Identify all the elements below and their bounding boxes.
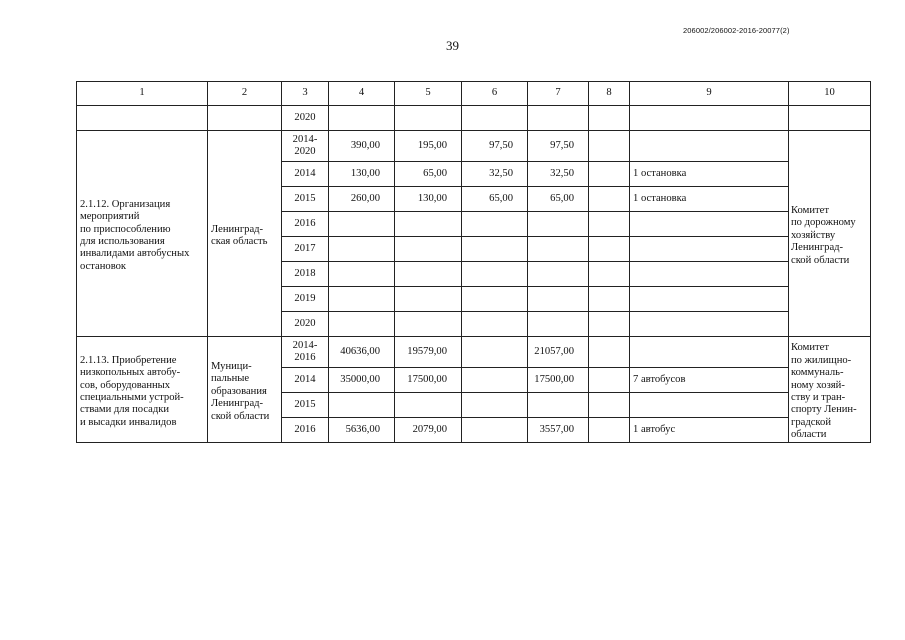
value-cell bbox=[528, 287, 589, 312]
year-cell: 2016 bbox=[282, 418, 329, 443]
table-row bbox=[77, 106, 871, 131]
indicator-cell bbox=[630, 393, 789, 418]
responsible-line: ному хозяй- bbox=[791, 379, 845, 391]
value-cell: 130,00 bbox=[395, 187, 462, 212]
year-part: 2020 bbox=[294, 146, 316, 157]
measure-name-line: 2.1.12. Организация bbox=[80, 198, 171, 210]
value-cell bbox=[329, 237, 395, 262]
value-cell bbox=[462, 106, 528, 131]
responsible bbox=[789, 131, 871, 337]
region-line: Ленинград- bbox=[211, 398, 264, 410]
responsible-line: по жилищно- bbox=[791, 354, 852, 366]
value-cell bbox=[462, 287, 528, 312]
value-cell bbox=[589, 418, 630, 443]
measure-name-line: остановок bbox=[80, 260, 127, 272]
region-line: образования bbox=[211, 385, 267, 397]
measure-name-line: мероприятий bbox=[80, 211, 140, 223]
responsible-line: по дорожному bbox=[791, 217, 856, 229]
measure-name-line: специальными устрой- bbox=[80, 392, 184, 403]
value-cell: 65,00 bbox=[528, 187, 589, 212]
indicator-cell bbox=[630, 262, 789, 287]
value-cell: 195,00 bbox=[395, 131, 462, 162]
value-cell bbox=[329, 262, 395, 287]
measure-name-line: ствами для посадки bbox=[80, 404, 170, 416]
value-cell bbox=[589, 337, 630, 368]
year-cell: 2015 bbox=[282, 187, 329, 212]
measure-name-cell bbox=[77, 106, 208, 131]
value-cell bbox=[589, 237, 630, 262]
value-cell bbox=[395, 393, 462, 418]
value-cell: 5636,00 bbox=[329, 418, 395, 443]
column-number: 9 bbox=[630, 82, 789, 106]
value-cell bbox=[462, 237, 528, 262]
value-cell bbox=[589, 393, 630, 418]
value-cell bbox=[589, 368, 630, 393]
value-cell: 390,00 bbox=[329, 131, 395, 162]
year-cell: 2020 bbox=[282, 312, 329, 337]
responsible-line: ской области bbox=[791, 254, 850, 266]
region-cell bbox=[208, 106, 282, 131]
year-cell: 2018 bbox=[282, 262, 329, 287]
value-cell: 17500,00 bbox=[528, 368, 589, 393]
value-cell bbox=[395, 287, 462, 312]
year-cell bbox=[282, 131, 329, 162]
value-cell: 32,50 bbox=[462, 162, 528, 187]
value-cell: 17500,00 bbox=[395, 368, 462, 393]
value-cell bbox=[589, 287, 630, 312]
value-cell bbox=[395, 212, 462, 237]
indicator-cell bbox=[630, 237, 789, 262]
responsible-line: Комитет bbox=[791, 342, 829, 354]
program-table bbox=[76, 81, 871, 443]
year-cell: 2014 bbox=[282, 162, 329, 187]
value-cell bbox=[589, 212, 630, 237]
year-cell: 2017 bbox=[282, 237, 329, 262]
responsible-line: Ленинград- bbox=[791, 242, 844, 254]
responsible-line: коммуналь- bbox=[791, 367, 844, 379]
column-number: 5 bbox=[395, 82, 462, 106]
responsible-line: хозяйству bbox=[791, 229, 836, 241]
measure-name-line: для использования bbox=[80, 236, 165, 247]
year-cell: 2020 bbox=[282, 106, 329, 131]
value-cell bbox=[462, 212, 528, 237]
value-cell bbox=[528, 262, 589, 287]
value-cell: 65,00 bbox=[395, 162, 462, 187]
indicator-cell bbox=[630, 312, 789, 337]
value-cell bbox=[329, 106, 395, 131]
value-cell bbox=[589, 131, 630, 162]
year-cell: 2016 bbox=[282, 212, 329, 237]
value-cell bbox=[395, 312, 462, 337]
value-cell: 130,00 bbox=[329, 162, 395, 187]
value-cell bbox=[528, 106, 589, 131]
measure-name-line: низкопольных автобу- bbox=[80, 367, 181, 379]
value-cell bbox=[630, 106, 789, 131]
value-cell bbox=[395, 262, 462, 287]
year-part: 2016 bbox=[294, 352, 316, 363]
responsible-line: градской bbox=[791, 416, 832, 428]
region bbox=[208, 131, 282, 337]
value-cell bbox=[329, 312, 395, 337]
responsible bbox=[789, 337, 871, 443]
value-cell: 35000,00 bbox=[329, 368, 395, 393]
value-cell bbox=[528, 237, 589, 262]
region-line: ской области bbox=[211, 410, 270, 422]
measure-name-line: инвалидами автобусных bbox=[80, 248, 190, 260]
value-cell bbox=[589, 262, 630, 287]
header-row bbox=[77, 82, 871, 106]
year-part: 2014- bbox=[292, 133, 318, 145]
indicator-cell: 1 автобус bbox=[630, 418, 789, 443]
column-number: 1 bbox=[77, 82, 208, 106]
region-line: Ленинград- bbox=[211, 223, 264, 235]
value-cell bbox=[528, 212, 589, 237]
responsible-line: спорту Ленин- bbox=[791, 404, 857, 416]
value-cell: 2079,00 bbox=[395, 418, 462, 443]
year-cell: 2014 bbox=[282, 368, 329, 393]
value-cell: 19579,00 bbox=[395, 337, 462, 368]
region-line: Муници- bbox=[211, 360, 252, 372]
region-line: пальные bbox=[211, 373, 250, 385]
column-number: 6 bbox=[462, 82, 528, 106]
document-id: 206002/206002-2016-20077(2) bbox=[683, 26, 790, 35]
column-number: 3 bbox=[282, 82, 329, 106]
value-cell: 32,50 bbox=[528, 162, 589, 187]
measure-name-line: 2.1.13. Приобретение bbox=[80, 354, 177, 366]
value-cell bbox=[789, 106, 871, 131]
value-cell: 97,50 bbox=[528, 131, 589, 162]
table-row bbox=[77, 131, 871, 162]
value-cell bbox=[528, 312, 589, 337]
value-cell bbox=[589, 106, 630, 131]
value-cell bbox=[589, 187, 630, 212]
column-number: 10 bbox=[789, 82, 871, 106]
measure-name-line: сов, оборудованных bbox=[80, 379, 171, 391]
value-cell bbox=[589, 312, 630, 337]
value-cell bbox=[329, 212, 395, 237]
value-cell: 40636,00 bbox=[329, 337, 395, 368]
value-cell bbox=[462, 393, 528, 418]
value-cell bbox=[329, 393, 395, 418]
table-row bbox=[77, 337, 871, 368]
page-number: 39 bbox=[446, 38, 459, 53]
indicator-cell bbox=[630, 337, 789, 368]
year-cell: 2019 bbox=[282, 287, 329, 312]
indicator-cell bbox=[630, 212, 789, 237]
responsible-line: ству и тран- bbox=[791, 392, 846, 403]
responsible-line: Комитет bbox=[791, 204, 829, 216]
indicator-cell: 7 автобусов bbox=[630, 368, 789, 393]
region bbox=[208, 337, 282, 443]
year-cell: 2015 bbox=[282, 393, 329, 418]
region-line: ская область bbox=[211, 236, 268, 247]
measure-name bbox=[77, 337, 208, 443]
column-number: 2 bbox=[208, 82, 282, 106]
column-number: 4 bbox=[329, 82, 395, 106]
indicator-cell: 1 остановка bbox=[630, 162, 789, 187]
value-cell bbox=[462, 262, 528, 287]
measure-name-line: и высадки инвалидов bbox=[80, 416, 177, 428]
value-cell bbox=[589, 162, 630, 187]
column-number: 7 bbox=[528, 82, 589, 106]
value-cell bbox=[462, 312, 528, 337]
value-cell bbox=[395, 237, 462, 262]
value-cell bbox=[462, 337, 528, 368]
value-cell bbox=[395, 106, 462, 131]
responsible-line: области bbox=[791, 429, 827, 441]
column-number: 8 bbox=[589, 82, 630, 106]
indicator-cell bbox=[630, 131, 789, 162]
measure-name-line: по приспособлению bbox=[80, 223, 171, 235]
indicator-cell bbox=[630, 287, 789, 312]
value-cell: 260,00 bbox=[329, 187, 395, 212]
value-cell bbox=[462, 368, 528, 393]
year-part: 2014- bbox=[292, 339, 318, 351]
value-cell: 97,50 bbox=[462, 131, 528, 162]
value-cell: 21057,00 bbox=[528, 337, 589, 368]
year-cell bbox=[282, 337, 329, 368]
value-cell: 65,00 bbox=[462, 187, 528, 212]
measure-name bbox=[77, 131, 208, 337]
value-cell bbox=[462, 418, 528, 443]
value-cell bbox=[528, 393, 589, 418]
value-cell bbox=[329, 287, 395, 312]
value-cell: 3557,00 bbox=[528, 418, 589, 443]
indicator-cell: 1 остановка bbox=[630, 187, 789, 212]
